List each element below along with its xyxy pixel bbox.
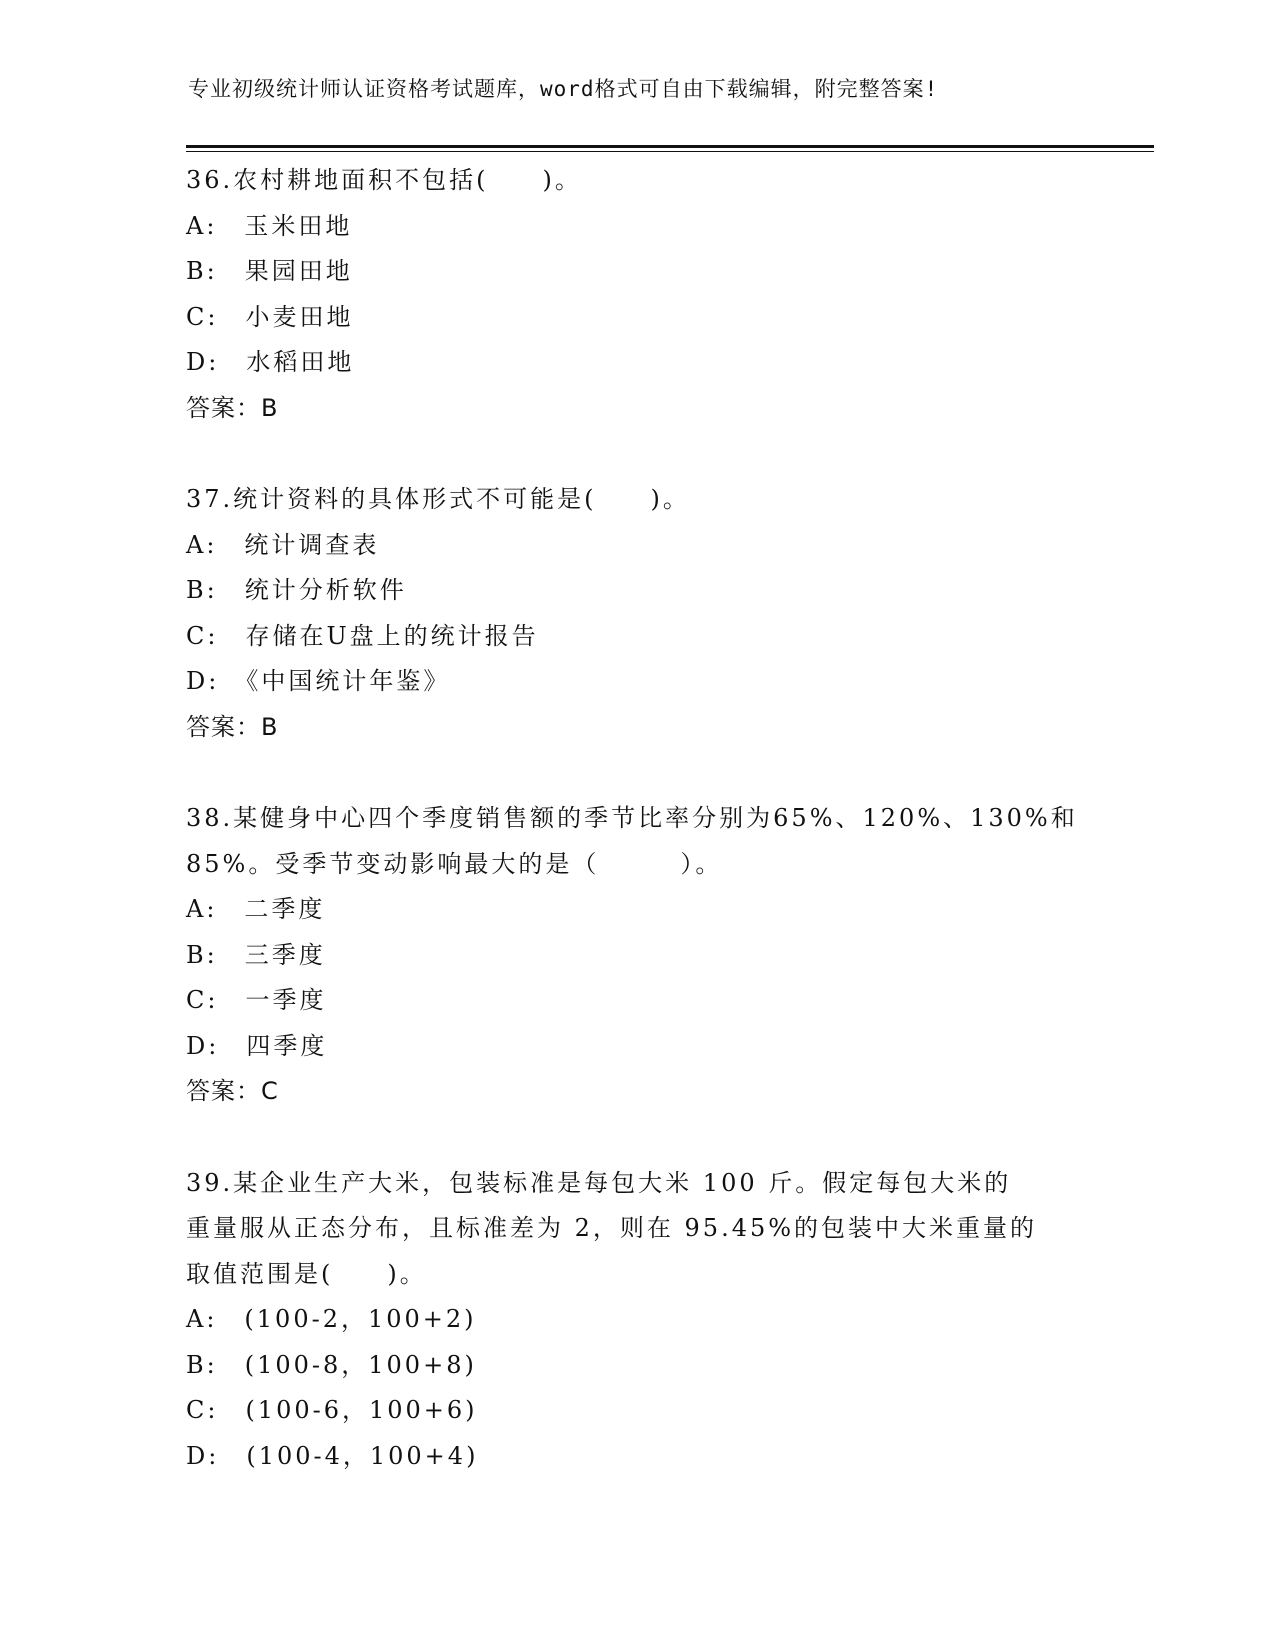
page-header: 专业初级统计师认证资格考试题库，word格式可自由下载编辑，附完整答案! — [188, 77, 939, 101]
question-39 — [186, 1161, 1086, 1480]
question-stem — [186, 477, 1086, 523]
option-d: D: (100-4，100+4) — [186, 1441, 479, 1470]
question-text: 37.统计资料的具体形式不可能是( )。 — [186, 485, 690, 513]
spacer — [186, 750, 1086, 796]
answer-text: 答案：B — [186, 712, 279, 741]
option-c: C: 小麦田地 — [186, 302, 354, 331]
option-c: C: (100-6，100+6) — [186, 1396, 478, 1424]
answer-text: 答案：C — [186, 1077, 279, 1105]
spacer — [186, 431, 1086, 477]
question-stem — [186, 1161, 1086, 1298]
question-stem — [186, 796, 1086, 887]
option-d: D: 水稻田地 — [186, 348, 355, 376]
question-text-line-2: 重量服从正态分布，且标准差为 2，则在 95.45%的包装中大米重量的 — [186, 1214, 1038, 1242]
question-38 — [186, 796, 1086, 1115]
question-36 — [186, 158, 1086, 431]
question-text-line-1: 38.某健身中心四个季度销售额的季节比率分别为65%、120%、130%和 — [186, 804, 1078, 832]
question-text-line-1: 39.某企业生产大米，包装标准是每包大米 100 斤。假定每包大米的 — [186, 1168, 1012, 1197]
option-b: B: (100-8，100+8) — [186, 1350, 477, 1379]
question-list — [186, 158, 1086, 1479]
option-a: A: 二季度 — [186, 895, 326, 923]
header-rule-thick — [186, 145, 1154, 148]
option-b: B: 果园田地 — [186, 257, 353, 285]
question-stem — [186, 158, 1086, 204]
header-rule-thin — [186, 151, 1154, 152]
question-text-line-2: 85%。受季节变动影响最大的是（ ）。 — [186, 849, 723, 878]
question-37 — [186, 477, 1086, 750]
option-a: A: (100-2，100+2) — [186, 1305, 477, 1333]
option-c: C: 存储在U盘上的统计报告 — [186, 621, 539, 650]
question-text: 36.农村耕地面积不包括( )。 — [186, 166, 582, 194]
question-text-line-3: 取值范围是( )。 — [186, 1259, 427, 1288]
option-a: A: 玉米田地 — [186, 211, 353, 240]
option-d: D: 四季度 — [186, 1031, 328, 1060]
option-d: D: 《中国统计年鉴》 — [186, 667, 451, 695]
option-b: B: 三季度 — [186, 940, 326, 969]
option-c: C: 一季度 — [186, 986, 327, 1014]
spacer — [186, 1115, 1086, 1161]
option-a: A: 统计调查表 — [186, 530, 380, 559]
answer-text: 答案：B — [186, 393, 279, 422]
option-b: B: 统计分析软件 — [186, 576, 407, 604]
